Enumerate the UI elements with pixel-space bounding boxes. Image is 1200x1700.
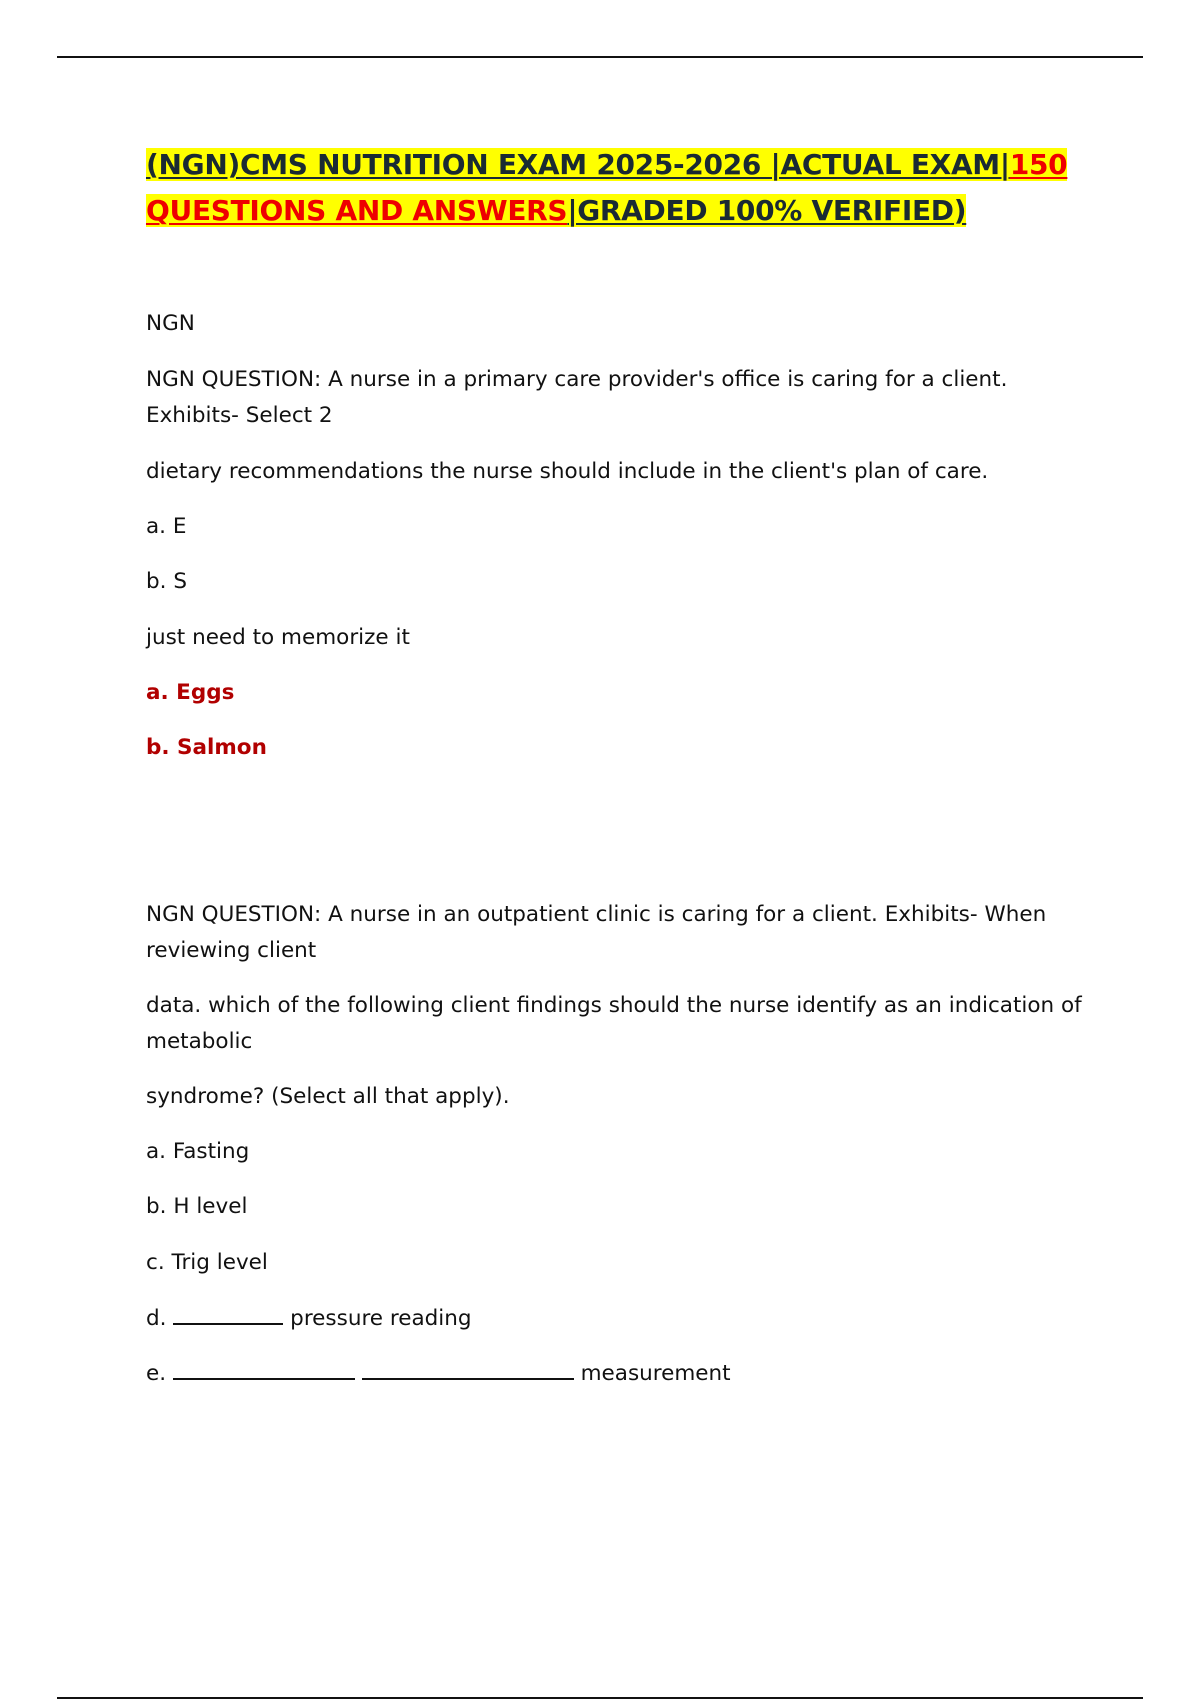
section-label: NGN [146,311,195,336]
question-1-stem-part-2: dietary recommendations the nurse should include in the client's plan of care. [146,459,989,484]
question-2-option-e [146,1356,1106,1392]
document-body [146,142,1106,1392]
option-e-prefix: e. [146,1361,167,1386]
option-d-suffix: pressure reading [290,1306,472,1331]
title-part-3: |GRADED 100% VERIFIED) [567,194,967,227]
question-1-answer-a: a. Eggs [146,680,235,705]
document-title [146,142,1106,234]
option-e-blank-1 [173,1358,355,1380]
question-1-note: just need to memorize it [146,625,410,650]
question-2-stem-part-1: NGN QUESTION: A nurse in an outpatient clinic is caring for a client. Exhibits- When reviewing client [146,902,1047,963]
option-e-blank-2 [362,1358,574,1380]
question-2-stem-part-2: data. which of the following client findings should the nurse identify as an indication of metabolic [146,993,1082,1054]
top-rule [57,56,1143,58]
question-1-stem-part-1: NGN QUESTION: A nurse in a primary care provider's office is caring for a client. Exhibits- Select 2 [146,367,1008,428]
option-d-blank [173,1303,283,1325]
question-2-option-d [146,1301,1106,1337]
question-2-option-c: c. Trig level [146,1250,268,1275]
title-part-2: 150 QUESTIONS AND ANSWERS [146,148,1068,227]
question-2-option-a: a. Fasting [146,1139,250,1164]
question-1-option-b: b. S [146,569,187,594]
option-d-prefix: d. [146,1306,167,1331]
question-1-answer-b: b. Salmon [146,735,267,760]
question-2-option-b: b. H level [146,1194,248,1219]
question-1-option-a: a. E [146,514,187,539]
bottom-rule [57,1697,1143,1699]
question-2-stem-part-3: syndrome? (Select all that apply). [146,1084,510,1109]
title-part-1: (NGN)CMS NUTRITION EXAM 2025-2026 |ACTUAL EXAM| [146,148,1010,181]
option-e-suffix: measurement [580,1361,731,1386]
